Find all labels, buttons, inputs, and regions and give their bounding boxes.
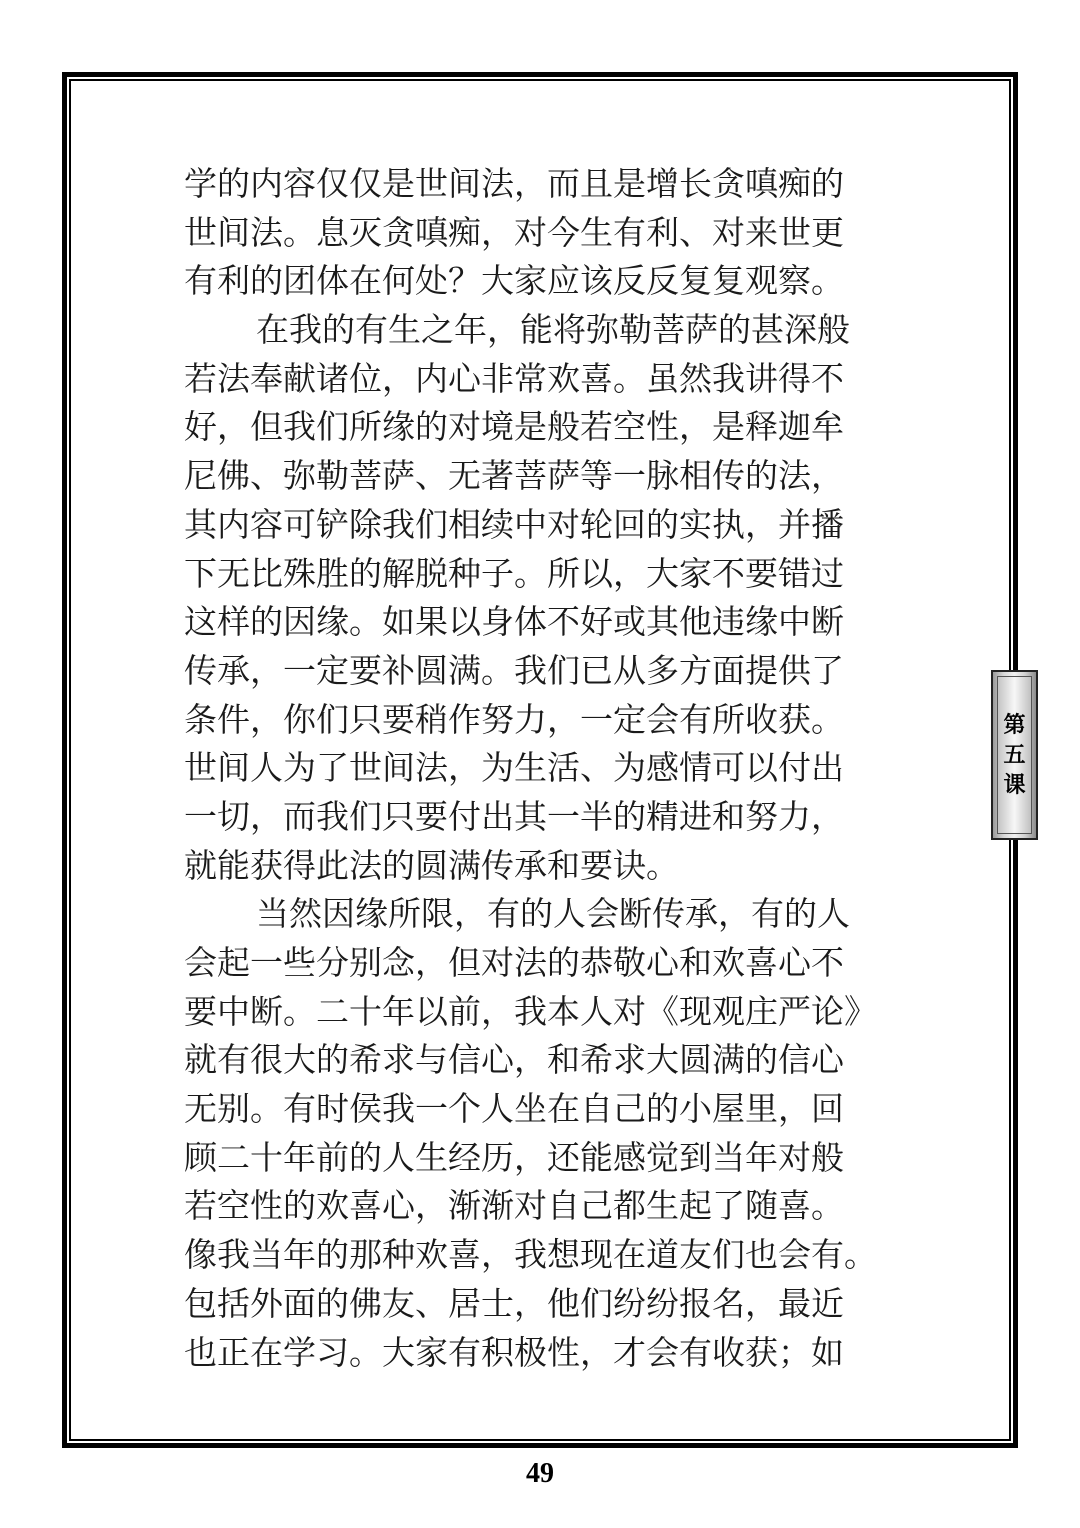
text-line: 下无比殊胜的解脱种子。所以，大家不要错过: [184, 553, 844, 593]
text-line: 像我当年的那种欢喜，我想现在道友们也会有。: [184, 1235, 877, 1275]
text-line: 要中断。二十年以前，我本人对《现观庄严论》: [184, 991, 877, 1031]
text-line: 传承，一定要补圆满。我们已从多方面提供了: [184, 650, 844, 690]
text-line: 世间人为了世间法，为生活、为感情可以付出: [184, 748, 844, 788]
text-line: 若法奉献诸位，内心非常欢喜。虽然我讲得不: [184, 358, 844, 398]
text-line: 也正在学习。大家有积极性，才会有收获；如: [184, 1332, 844, 1372]
chapter-tab: [991, 670, 1038, 840]
text-line: 一切，而我们只要付出其一半的精进和努力，: [184, 796, 844, 836]
text-line: 其内容可铲除我们相续中对轮回的实执，并播: [184, 504, 844, 544]
text-line: 无别。有时侯我一个人坐在自己的小屋里，回: [184, 1089, 844, 1129]
text-line: 这样的因缘。如果以身体不好或其他违缘中断: [184, 602, 844, 642]
page-number: 49: [526, 1458, 554, 1489]
text-line: 会起一些分别念，但对法的恭敬心和欢喜心不: [184, 943, 844, 982]
paragraph-start-line: 当然因缘所限，有的人会断传承，有的人: [256, 894, 850, 934]
text-line: 尼佛、弥勒菩萨、无著菩萨等一脉相传的法，: [184, 456, 844, 496]
chapter-tab-char: 课: [1003, 772, 1026, 798]
text-line: 若空性的欢喜心，渐渐对自己都生起了随喜。: [184, 1186, 844, 1226]
chapter-tab-label: [997, 676, 1032, 834]
text-line: 包括外面的佛友、居士，他们纷纷报名，最近: [184, 1283, 844, 1323]
text-line: 就有很大的希求与信心，和希求大圆满的信心: [184, 1040, 844, 1080]
chapter-tab-char: 第: [1003, 712, 1026, 738]
chapter-tab-char: 五: [1003, 742, 1026, 768]
body-text: [184, 160, 924, 1377]
paragraph-start-line: 在我的有生之年，能将弥勒菩萨的甚深般: [256, 310, 850, 350]
text-line: 好，但我们所缘的对境是般若空性，是释迦牟: [184, 407, 844, 447]
text-line: 世间法。息灭贪嗔痴，对今生有利、对来世更: [184, 212, 844, 252]
text-line: 条件，你们只要稍作努力，一定会有所收获。: [184, 699, 844, 739]
text-line: 学的内容仅仅是世间法，而且是增长贪嗔痴的: [184, 164, 844, 203]
text-line: 就能获得此法的圆满传承和要诀。: [184, 845, 679, 885]
text-line: 有利的团体在何处？大家应该反反复复观察。: [184, 261, 844, 301]
text-line: 顾二十年前的人生经历，还能感觉到当年对般: [184, 1137, 844, 1177]
